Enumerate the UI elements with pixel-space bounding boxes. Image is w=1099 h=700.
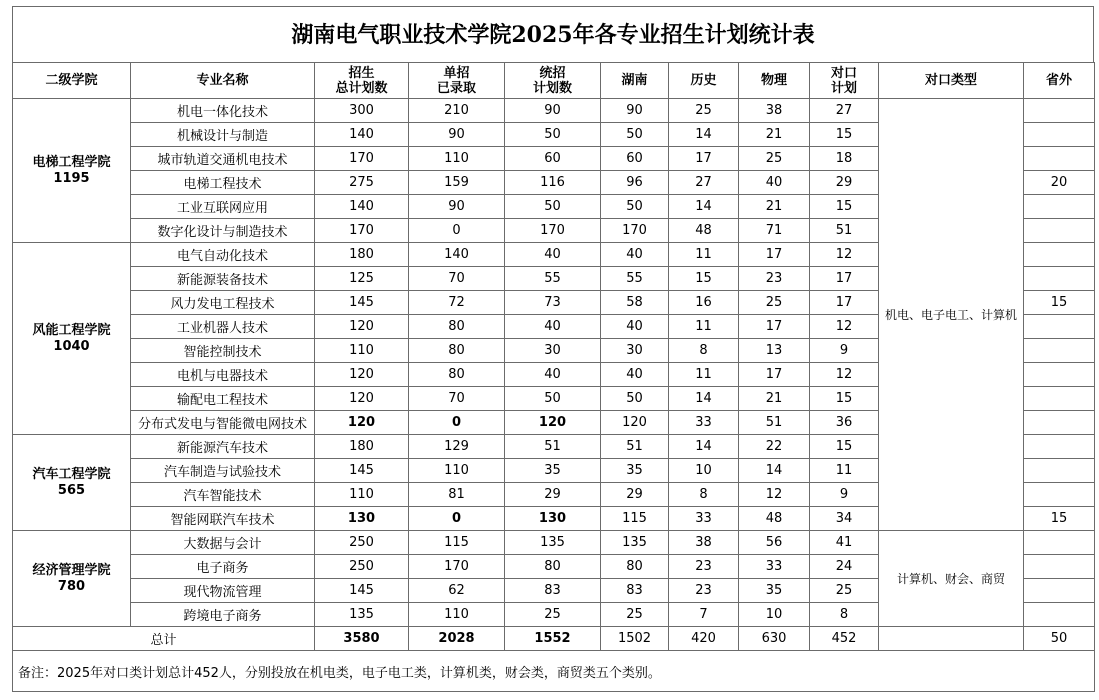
- totals-history: 420: [669, 627, 739, 651]
- cell-total: 120: [315, 315, 409, 339]
- cell-hunan: 55: [601, 267, 669, 291]
- college-total: 780: [57, 578, 86, 594]
- header-outside: 省外: [1024, 63, 1095, 99]
- cell-duikou: 15: [810, 387, 879, 411]
- cell-single: 80: [409, 315, 505, 339]
- cell-physics: 22: [739, 435, 810, 459]
- cell-total: 250: [315, 555, 409, 579]
- cell-single: 210: [409, 99, 505, 123]
- cell-total: 130: [315, 507, 409, 531]
- major-name: 数字化设计与制造技术: [131, 219, 315, 243]
- major-name: 机电一体化技术: [131, 99, 315, 123]
- note-row: [13, 651, 1095, 692]
- cell-unified: 120: [505, 411, 601, 435]
- cell-physics: 21: [739, 195, 810, 219]
- major-name: 汽车智能技术: [131, 483, 315, 507]
- cell-unified: 116: [505, 171, 601, 195]
- cell-total: 135: [315, 603, 409, 627]
- table-row: [13, 99, 1095, 123]
- cell-physics: 48: [739, 507, 810, 531]
- cell-total: 140: [315, 123, 409, 147]
- totals-unified: 1552: [505, 627, 601, 651]
- major-name: 新能源装备技术: [131, 267, 315, 291]
- cell-hunan: 96: [601, 171, 669, 195]
- totals-duikou-type: [879, 627, 1024, 651]
- cell-hunan: 50: [601, 195, 669, 219]
- cell-physics: 25: [739, 147, 810, 171]
- cell-unified: 51: [505, 435, 601, 459]
- cell-duikou: 15: [810, 123, 879, 147]
- cell-outside: [1024, 243, 1095, 267]
- cell-history: 15: [669, 267, 739, 291]
- cell-hunan: 29: [601, 483, 669, 507]
- college-total: 1040: [53, 338, 90, 354]
- cell-unified: 40: [505, 363, 601, 387]
- cell-unified: 29: [505, 483, 601, 507]
- cell-history: 48: [669, 219, 739, 243]
- cell-duikou: 12: [810, 315, 879, 339]
- major-name: 工业互联网应用: [131, 195, 315, 219]
- cell-duikou: 9: [810, 483, 879, 507]
- cell-hunan: 90: [601, 99, 669, 123]
- cell-physics: 51: [739, 411, 810, 435]
- major-name: 工业机器人技术: [131, 315, 315, 339]
- cell-outside: [1024, 339, 1095, 363]
- totals-row: [13, 627, 1095, 651]
- cell-history: 14: [669, 435, 739, 459]
- cell-physics: 17: [739, 243, 810, 267]
- header-single-admitted: 单招 已录取: [409, 63, 505, 99]
- cell-unified: 170: [505, 219, 601, 243]
- cell-total: 275: [315, 171, 409, 195]
- cell-duikou: 11: [810, 459, 879, 483]
- cell-history: 33: [669, 411, 739, 435]
- cell-outside: [1024, 483, 1095, 507]
- header-college: 二级学院: [13, 63, 131, 99]
- cell-single: 90: [409, 123, 505, 147]
- cell-physics: 17: [739, 363, 810, 387]
- major-name: 城市轨道交通机电技术: [131, 147, 315, 171]
- cell-total: 180: [315, 435, 409, 459]
- page-title: 湖南电气职业技术学院2025年各专业招生计划统计表: [12, 6, 1094, 62]
- cell-history: 11: [669, 243, 739, 267]
- cell-hunan: 25: [601, 603, 669, 627]
- cell-total: 120: [315, 411, 409, 435]
- header-unified-plan: 统招 计划数: [505, 63, 601, 99]
- cell-outside: [1024, 99, 1095, 123]
- cell-single: 170: [409, 555, 505, 579]
- totals-outside: 50: [1024, 627, 1095, 651]
- cell-hunan: 50: [601, 123, 669, 147]
- cell-outside: [1024, 603, 1095, 627]
- enrollment-table: [12, 62, 1095, 692]
- cell-unified: 50: [505, 123, 601, 147]
- cell-physics: 13: [739, 339, 810, 363]
- major-name: 智能网联汽车技术: [131, 507, 315, 531]
- cell-history: 11: [669, 363, 739, 387]
- cell-duikou: 27: [810, 99, 879, 123]
- table-header-row: [13, 63, 1095, 99]
- cell-total: 145: [315, 291, 409, 315]
- college-name: 风能工程学院: [32, 322, 111, 338]
- cell-total: 125: [315, 267, 409, 291]
- header-history: 历史: [669, 63, 739, 99]
- cell-single: 90: [409, 195, 505, 219]
- totals-duikou: 452: [810, 627, 879, 651]
- cell-physics: 17: [739, 315, 810, 339]
- cell-physics: 40: [739, 171, 810, 195]
- cell-unified: 30: [505, 339, 601, 363]
- cell-unified: 73: [505, 291, 601, 315]
- cell-total: 110: [315, 339, 409, 363]
- major-name: 现代物流管理: [131, 579, 315, 603]
- cell-total: 170: [315, 219, 409, 243]
- header-total-plan: 招生 总计划数: [315, 63, 409, 99]
- major-name: 电机与电器技术: [131, 363, 315, 387]
- college-name: 经济管理学院: [32, 562, 111, 578]
- cell-duikou: 12: [810, 243, 879, 267]
- cell-physics: 14: [739, 459, 810, 483]
- totals-single: 2028: [409, 627, 505, 651]
- cell-duikou: 41: [810, 531, 879, 555]
- cell-hunan: 50: [601, 387, 669, 411]
- college-total: 1195: [53, 170, 90, 186]
- major-name: 新能源汽车技术: [131, 435, 315, 459]
- major-name: 跨境电子商务: [131, 603, 315, 627]
- cell-physics: 38: [739, 99, 810, 123]
- cell-outside: [1024, 315, 1095, 339]
- cell-unified: 83: [505, 579, 601, 603]
- major-name: 风力发电工程技术: [131, 291, 315, 315]
- cell-history: 27: [669, 171, 739, 195]
- major-name: 大数据与会计: [131, 531, 315, 555]
- cell-single: 140: [409, 243, 505, 267]
- cell-duikou: 17: [810, 267, 879, 291]
- cell-total: 180: [315, 243, 409, 267]
- cell-outside: [1024, 123, 1095, 147]
- cell-hunan: 51: [601, 435, 669, 459]
- cell-total: 300: [315, 99, 409, 123]
- cell-physics: 21: [739, 387, 810, 411]
- cell-duikou: 18: [810, 147, 879, 171]
- cell-hunan: 80: [601, 555, 669, 579]
- cell-outside: [1024, 219, 1095, 243]
- cell-single: 110: [409, 459, 505, 483]
- major-name: 电梯工程技术: [131, 171, 315, 195]
- cell-physics: 35: [739, 579, 810, 603]
- header-major: 专业名称: [131, 63, 315, 99]
- cell-history: 38: [669, 531, 739, 555]
- college-cell: [13, 531, 131, 627]
- cell-history: 14: [669, 123, 739, 147]
- major-name: 电气自动化技术: [131, 243, 315, 267]
- college-cell: [13, 243, 131, 435]
- cell-unified: 130: [505, 507, 601, 531]
- cell-single: 72: [409, 291, 505, 315]
- cell-unified: 50: [505, 195, 601, 219]
- college-name: 汽车工程学院: [32, 466, 111, 482]
- cell-physics: 23: [739, 267, 810, 291]
- cell-duikou: 15: [810, 435, 879, 459]
- cell-history: 11: [669, 315, 739, 339]
- college-total: 565: [57, 482, 86, 498]
- cell-single: 70: [409, 267, 505, 291]
- college-cell: [13, 435, 131, 531]
- cell-outside: [1024, 531, 1095, 555]
- cell-total: 145: [315, 459, 409, 483]
- cell-total: 145: [315, 579, 409, 603]
- duikou-type-cell: 机电、电子电工、计算机: [879, 99, 1024, 531]
- cell-duikou: 34: [810, 507, 879, 531]
- cell-unified: 55: [505, 267, 601, 291]
- cell-outside: 15: [1024, 291, 1095, 315]
- cell-duikou: 25: [810, 579, 879, 603]
- cell-single: 115: [409, 531, 505, 555]
- totals-label: 总计: [13, 627, 315, 651]
- major-name: 分布式发电与智能微电网技术: [131, 411, 315, 435]
- cell-single: 62: [409, 579, 505, 603]
- cell-total: 170: [315, 147, 409, 171]
- cell-history: 8: [669, 483, 739, 507]
- cell-unified: 135: [505, 531, 601, 555]
- cell-outside: [1024, 411, 1095, 435]
- table-row: [13, 531, 1095, 555]
- cell-physics: 56: [739, 531, 810, 555]
- cell-single: 0: [409, 411, 505, 435]
- cell-hunan: 60: [601, 147, 669, 171]
- cell-single: 80: [409, 339, 505, 363]
- cell-outside: [1024, 387, 1095, 411]
- cell-history: 14: [669, 195, 739, 219]
- cell-history: 23: [669, 555, 739, 579]
- cell-history: 23: [669, 579, 739, 603]
- cell-history: 7: [669, 603, 739, 627]
- cell-history: 16: [669, 291, 739, 315]
- cell-hunan: 170: [601, 219, 669, 243]
- cell-total: 140: [315, 195, 409, 219]
- cell-outside: [1024, 267, 1095, 291]
- cell-single: 159: [409, 171, 505, 195]
- cell-single: 110: [409, 603, 505, 627]
- cell-single: 0: [409, 219, 505, 243]
- cell-physics: 33: [739, 555, 810, 579]
- cell-outside: 20: [1024, 171, 1095, 195]
- cell-hunan: 58: [601, 291, 669, 315]
- cell-unified: 35: [505, 459, 601, 483]
- cell-unified: 40: [505, 243, 601, 267]
- cell-hunan: 40: [601, 315, 669, 339]
- cell-single: 129: [409, 435, 505, 459]
- cell-duikou: 17: [810, 291, 879, 315]
- cell-physics: 12: [739, 483, 810, 507]
- cell-outside: [1024, 363, 1095, 387]
- cell-unified: 60: [505, 147, 601, 171]
- duikou-type-cell: 计算机、财会、商贸: [879, 531, 1024, 627]
- cell-history: 25: [669, 99, 739, 123]
- cell-outside: [1024, 459, 1095, 483]
- totals-physics: 630: [739, 627, 810, 651]
- cell-hunan: 135: [601, 531, 669, 555]
- cell-duikou: 15: [810, 195, 879, 219]
- table-body: [13, 99, 1095, 627]
- cell-history: 17: [669, 147, 739, 171]
- major-name: 机械设计与制造: [131, 123, 315, 147]
- cell-history: 8: [669, 339, 739, 363]
- cell-total: 110: [315, 483, 409, 507]
- enrollment-sheet: [12, 6, 1094, 692]
- cell-unified: 40: [505, 315, 601, 339]
- major-name: 电子商务: [131, 555, 315, 579]
- cell-total: 250: [315, 531, 409, 555]
- cell-duikou: 9: [810, 339, 879, 363]
- note-text: 备注：2025年对口类计划总计452人，分别投放在机电类，电子电工类，计算机类，财会类，商贸类五个类别。: [13, 651, 1095, 692]
- cell-hunan: 120: [601, 411, 669, 435]
- cell-hunan: 40: [601, 243, 669, 267]
- cell-single: 0: [409, 507, 505, 531]
- totals-hunan: 1502: [601, 627, 669, 651]
- cell-duikou: 12: [810, 363, 879, 387]
- cell-duikou: 29: [810, 171, 879, 195]
- cell-total: 120: [315, 387, 409, 411]
- cell-unified: 80: [505, 555, 601, 579]
- cell-physics: 25: [739, 291, 810, 315]
- header-physics: 物理: [739, 63, 810, 99]
- cell-single: 81: [409, 483, 505, 507]
- college-cell: [13, 99, 131, 243]
- header-hunan: 湖南: [601, 63, 669, 99]
- cell-total: 120: [315, 363, 409, 387]
- cell-duikou: 8: [810, 603, 879, 627]
- cell-outside: [1024, 435, 1095, 459]
- cell-single: 110: [409, 147, 505, 171]
- cell-hunan: 40: [601, 363, 669, 387]
- cell-physics: 71: [739, 219, 810, 243]
- cell-outside: [1024, 195, 1095, 219]
- cell-duikou: 24: [810, 555, 879, 579]
- major-name: 汽车制造与试验技术: [131, 459, 315, 483]
- cell-hunan: 30: [601, 339, 669, 363]
- cell-physics: 10: [739, 603, 810, 627]
- major-name: 输配电工程技术: [131, 387, 315, 411]
- cell-history: 14: [669, 387, 739, 411]
- cell-duikou: 36: [810, 411, 879, 435]
- cell-duikou: 51: [810, 219, 879, 243]
- cell-outside: [1024, 555, 1095, 579]
- college-name: 电梯工程学院: [32, 154, 111, 170]
- cell-hunan: 83: [601, 579, 669, 603]
- cell-unified: 25: [505, 603, 601, 627]
- header-duikou-plan: 对口 计划: [810, 63, 879, 99]
- cell-single: 80: [409, 363, 505, 387]
- cell-unified: 50: [505, 387, 601, 411]
- major-name: 智能控制技术: [131, 339, 315, 363]
- cell-hunan: 115: [601, 507, 669, 531]
- cell-outside: 15: [1024, 507, 1095, 531]
- cell-hunan: 35: [601, 459, 669, 483]
- cell-unified: 90: [505, 99, 601, 123]
- cell-outside: [1024, 147, 1095, 171]
- cell-outside: [1024, 579, 1095, 603]
- totals-total: 3580: [315, 627, 409, 651]
- header-duikou-type: 对口类型: [879, 63, 1024, 99]
- cell-physics: 21: [739, 123, 810, 147]
- cell-history: 33: [669, 507, 739, 531]
- cell-single: 70: [409, 387, 505, 411]
- cell-history: 10: [669, 459, 739, 483]
